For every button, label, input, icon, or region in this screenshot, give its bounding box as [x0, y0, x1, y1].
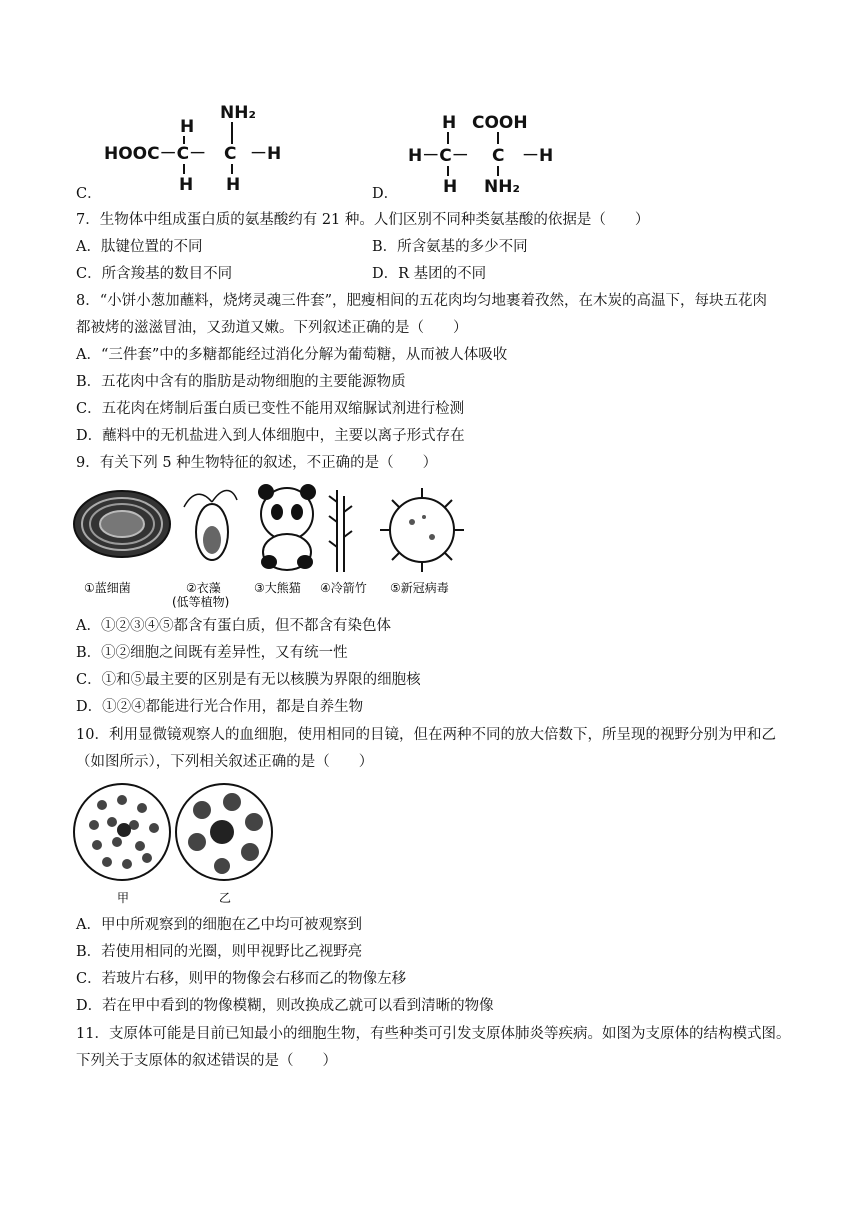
cyanobacteria-image [74, 491, 170, 557]
label-yi: 乙 [219, 891, 232, 905]
q8-option-c: C．五花肉在烤制后蛋白质已变性不能用双缩脲试剂进行检测 [76, 401, 465, 417]
q8-option-b: B．五花肉中含有的脂肪是动物细胞的主要能源物质 [76, 374, 406, 390]
svg-text:COOH: COOH [472, 113, 528, 133]
q10-stem-line1: 10．利用显微镜观察人的血细胞，使用相同的目镜，但在两种不同的放大倍数下，所呈现的视野分别为甲和乙 [76, 727, 776, 743]
q8-stem-line2: 都被烤的滋滋冒油，又劲道又嫩。下列叙述正确的是（ ） [76, 320, 468, 336]
q8-option-a: A．“三件套”中的多糖都能经过消化分解为葡萄糖，从而被人体吸收 [76, 347, 508, 363]
svg-text:NH₂: NH₂ [484, 177, 520, 197]
svg-text:H: H [443, 177, 458, 197]
svg-text:－H: －H [522, 146, 554, 166]
q7-stem: 7．生物体中组成蛋白质的氨基酸约有 21 种。人们区别不同种类氨基酸的依据是（ ） [76, 212, 650, 228]
svg-text:H: H [179, 175, 194, 195]
q9-stem: 9．有关下列 5 种生物特征的叙述，不正确的是（ ） [76, 455, 438, 471]
structure-d [400, 108, 580, 198]
field-of-view-jia [74, 784, 170, 880]
svg-text:－H: －H [250, 144, 282, 164]
q8-stem-line1: 8．“小饼小葱加蘸料，烧烤灵魂三件套”，肥瘦相间的五花肉均匀地裹着孜然，在木炭的高温下，每块五花肉 [76, 293, 768, 309]
label-jia: 甲 [117, 891, 130, 905]
label-cyanobacteria: ①蓝细菌 [84, 581, 131, 595]
label-virus: ⑤新冠病毒 [390, 581, 449, 595]
structure-c [100, 100, 300, 195]
label-chlamydomonas: ②衣藻 [186, 581, 221, 595]
svg-text:HOOC－C－: HOOC－C－ [104, 144, 207, 164]
svg-text:H: H [442, 113, 457, 133]
q7-option-b: B．所含氨基的多少不同 [372, 239, 528, 255]
svg-text:C: C [224, 144, 237, 164]
svg-text:NH₂: NH₂ [220, 103, 256, 123]
svg-text:H: H [226, 175, 241, 195]
q9-option-a: A．①②③④⑤都含有蛋白质，但不都含有染色体 [76, 618, 391, 634]
option-d-label: D． [372, 186, 399, 202]
q10-option-c: C．若玻片右移，则甲的物像会右移而乙的物像左移 [76, 971, 407, 987]
q7-option-c: C．所含羧基的数目不同 [76, 266, 233, 282]
q10-microscope-figure [72, 780, 282, 908]
q7-option-a: A．肽键位置的不同 [76, 239, 203, 255]
q9-organisms-figure [72, 482, 472, 608]
coronavirus-image [380, 488, 464, 572]
q9-option-b: B．①②细胞之间既有差异性，又有统一性 [76, 645, 348, 661]
q10-option-a: A．甲中所观察到的细胞在乙中均可被观察到 [76, 917, 362, 933]
chlamydomonas-image [184, 490, 237, 560]
q7-option-d: D．R 基团的不同 [372, 266, 487, 282]
q11-stem-line1: 11．支原体可能是目前已知最小的细胞生物，有些种类可引发支原体肺炎等疾病。如图为支原体的结构模式图。 [76, 1026, 791, 1042]
q8-option-d: D．蘸料中的无机盐进入到人体细胞中，主要以离子形式存在 [76, 428, 465, 444]
label-bamboo: ④冷箭竹 [320, 581, 367, 595]
label-low-plant: (低等植物) [172, 595, 230, 608]
q9-option-c: C．①和⑤最主要的区别是有无以核膜为界限的细胞核 [76, 672, 421, 688]
q10-option-d: D．若在甲中看到的物像模糊，则改换成乙就可以看到清晰的物像 [76, 998, 494, 1014]
svg-text:H－C－: H－C－ [408, 146, 469, 166]
label-panda: ③大熊猫 [254, 581, 301, 595]
panda-image [258, 484, 316, 570]
q9-option-d: D．①②④都能进行光合作用，都是自养生物 [76, 699, 364, 715]
q10-stem-line2: （如图所示），下列相关叙述正确的是（ ） [76, 754, 374, 770]
option-c-label: C． [76, 186, 102, 202]
field-of-view-yi [176, 784, 272, 880]
svg-text:C: C [492, 146, 505, 166]
q10-option-b: B．若使用相同的光圈，则甲视野比乙视野亮 [76, 944, 363, 960]
q11-stem-line2: 下列关于支原体的叙述错误的是（ ） [76, 1053, 337, 1069]
svg-text:H: H [180, 117, 195, 137]
bamboo-image [329, 490, 352, 572]
